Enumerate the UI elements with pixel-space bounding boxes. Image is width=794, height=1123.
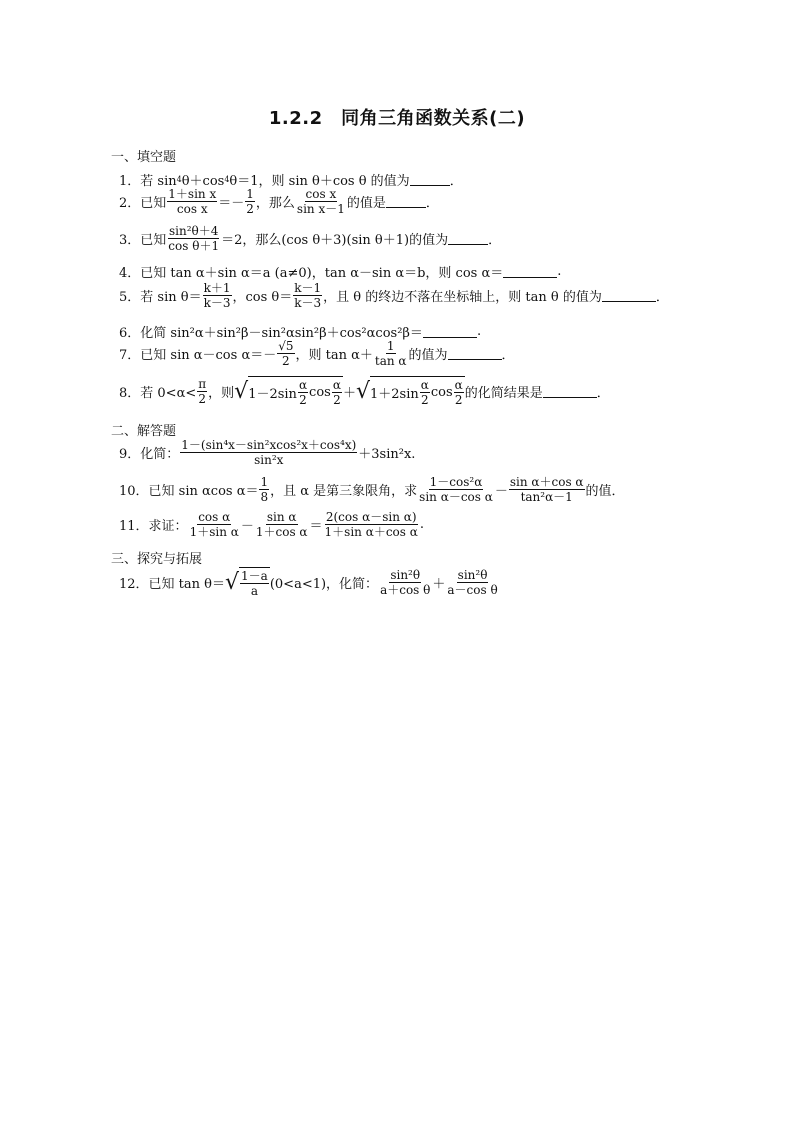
fraction: $\frac{\text{cos x}}{\text{sin x－1}}$	[296, 187, 345, 216]
fraction: $\frac{1}{2}$	[246, 187, 254, 216]
answer-blank[interactable]	[543, 385, 597, 398]
fraction: $\frac{\text{2(cos α－sin α)}}{\text{1＋sin α＋cos α}}$	[324, 510, 418, 539]
question-10: 10． 已知 sin αcos α＝ $\frac{1}{8}$ ，且 α 是第三象限角，求 $\frac{\text{1－cos²α}}{\text{sin α－cos α}}$ － $\frac{\text{sin α＋cos α}}{\text{tan²α－1}}$ 的值．	[119, 475, 625, 504]
fraction: $\frac{\text{1－cos²α}}{\text{sin α－cos α}}$	[419, 475, 493, 504]
answer-blank[interactable]	[602, 289, 656, 302]
question-7: 7． 已知 sin α－cos α＝－ $\frac{√5}{2}$ ，则 tan α＋ $\frac{1}{\text{tan α}}$ 的值为 ．	[119, 339, 515, 368]
fraction: $\frac{1}{\text{tan α}}$	[374, 339, 407, 368]
fraction: $\frac{√5}{2}$	[278, 339, 294, 368]
section-heading-fill-in: 一、填空题	[111, 150, 177, 165]
fraction: $\frac{\text{sin²θ}}{\text{a－cos θ}}$	[447, 568, 498, 597]
fraction: $\frac{\text{sin²θ}}{\text{a＋cos θ}}$	[380, 568, 431, 597]
fraction: $\frac{\text{1－(sin⁴x－sin²xcos²x＋cos⁴x)}}{\text{sin²x}}$	[181, 438, 357, 467]
square-root: √ $\frac{1-a}{a}$	[225, 569, 268, 598]
fraction: $\frac{k-1}{k-3}$	[294, 281, 322, 310]
answer-blank[interactable]	[386, 195, 426, 208]
fraction: $\frac{k+1}{k-3}$	[203, 281, 231, 310]
question-11: 11． 求证： $\frac{\text{cos α}}{\text{1＋sin α}}$ － $\frac{\text{sin α}}{\text{1＋cos α}}$ ＝ $\frac{\text{2(cos α－sin α)}}{\text{1＋sin α＋cos α}}$ .	[119, 510, 424, 539]
fraction: $\frac{\text{cos α}}{\text{1＋sin α}}$	[189, 510, 239, 539]
question-4: 4． 已知 tan α＋sin α＝a (a≠0)，tan α－sin α＝b，则 cos α＝ .	[119, 264, 562, 281]
fraction: $\frac{\pi}{2}$	[198, 377, 207, 406]
fraction: $\frac{1}{8}$	[260, 475, 269, 504]
question-3: 3． 已知 $\frac{\text{sin²θ＋4}}{\text{cos θ＋1}}$ ＝2，那么(cos θ＋3)(sin θ＋1)的值为 ．	[119, 224, 502, 253]
question-5: 5． 若 sin θ＝ $\frac{k+1}{k-3}$ ，cos θ＝ $\frac{k-1}{k-3}$ ，且 θ 的终边不落在坐标轴上，则 tan θ 的值为 ．	[119, 281, 669, 310]
square-root: √ 1＋2sin $\frac{\alpha}{2}$ cos $\frac{\alpha}{2}$	[355, 378, 463, 407]
question-6: 6． 化简 sin²α＋sin²β－sin²αsin²β＋cos²αcos²β＝ .	[119, 324, 482, 341]
answer-blank[interactable]	[448, 347, 502, 360]
question-1: 1． 若 sin 4 θ＋cos 4 θ＝1，则 sin θ＋cos θ 的值为 ．	[119, 174, 463, 189]
fraction: $\frac{\text{sin α}}{\text{1＋cos α}}$	[255, 510, 308, 539]
square-root: √ 1－2sin $\frac{\alpha}{2}$ cos $\frac{\alpha}{2}$	[234, 378, 341, 407]
fraction: $\frac{\text{1＋sin x}}{\text{cos x}}$	[168, 187, 217, 216]
section-heading-solve: 二、解答题	[111, 424, 177, 439]
page-title: 1.2.2 同角三角函数关系(二)	[268, 108, 526, 129]
answer-blank[interactable]	[423, 325, 477, 338]
fraction: $\frac{\text{sin α＋cos α}}{\text{tan²α－1}}$	[509, 475, 584, 504]
question-12: 12． 已知 tan θ＝ √ $\frac{1-a}{a}$ (0<a<1)，化简： $\frac{\text{sin²θ}}{\text{a＋cos θ}}$ ＋ $\frac{\text{sin²θ}}{\text{a－cos θ}}$	[119, 568, 498, 598]
section-heading-explore: 三、探究与拓展	[111, 552, 203, 567]
question-2: 2． 已知 $\frac{\text{1＋sin x}}{\text{cos x}}$ ＝－ $\frac{1}{2}$ ，那么 $\frac{\text{cos x}}{\text{sin x－1}}$ 的值是 ．	[119, 187, 439, 216]
question-8: 8． 若 0<α< $\frac{\pi}{2}$ ，则 √ 1－2sin $\frac{\alpha}{2}$ cos $\frac{\alpha}{2}$ ＋ √ 1＋2sin $\frac{\alpha}{2}$ cos $\frac{\alpha}{2}$ 的化简结果是 ．	[119, 377, 610, 407]
answer-blank[interactable]	[503, 265, 557, 278]
question-9: 9． 化简： $\frac{\text{1－(sin⁴x－sin²xcos²x＋cos⁴x)}}{\text{sin²x}}$ ＋3sin²x.	[119, 438, 416, 467]
answer-blank[interactable]	[410, 173, 450, 186]
answer-blank[interactable]	[448, 232, 488, 245]
fraction: $\frac{\text{sin²θ＋4}}{\text{cos θ＋1}}$	[168, 224, 220, 253]
